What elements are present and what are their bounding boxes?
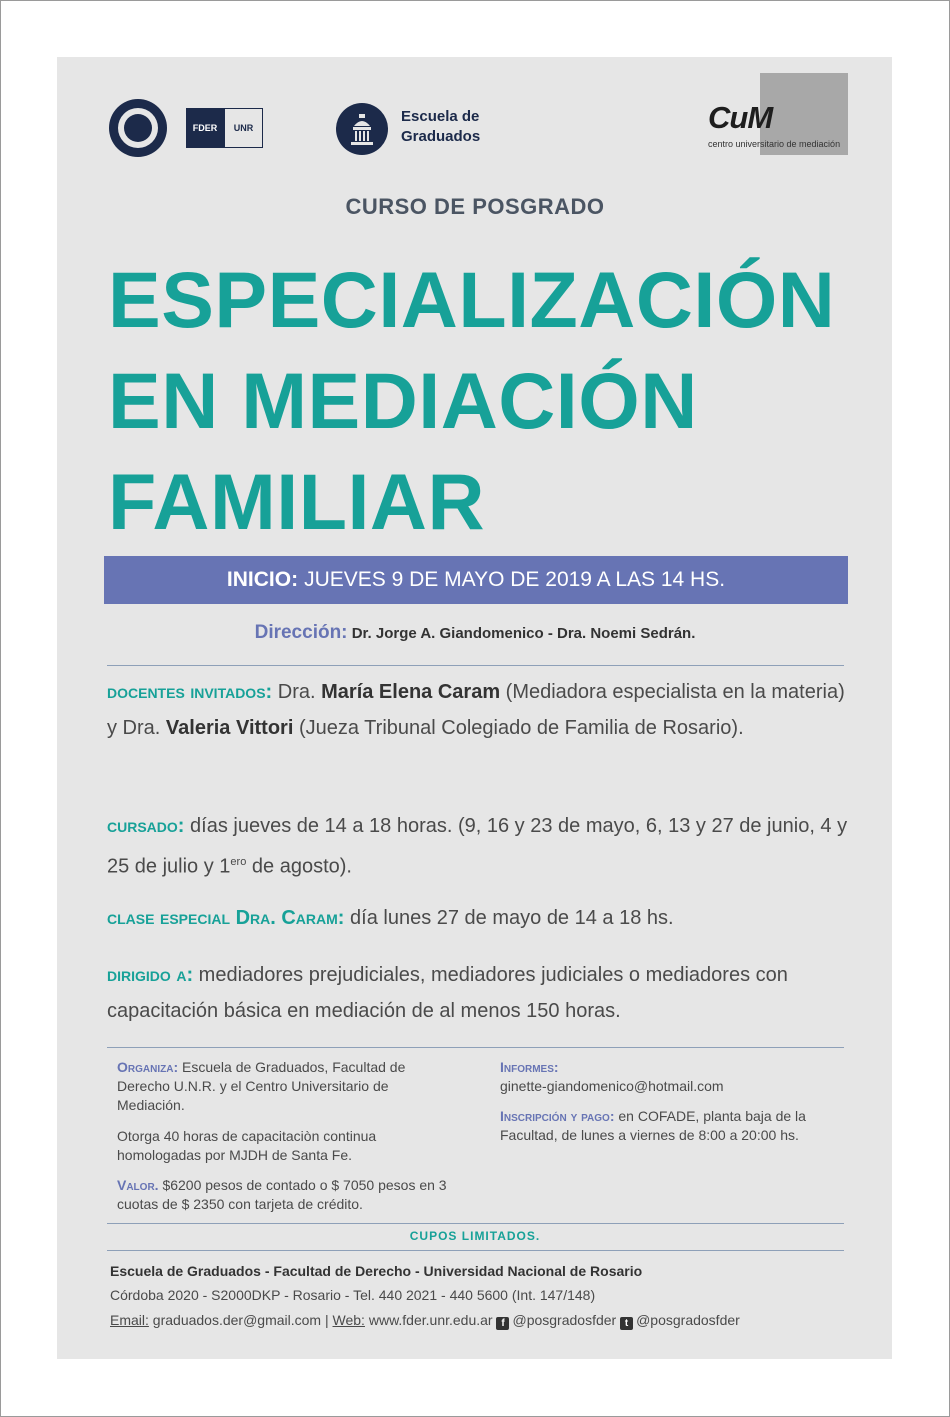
docentes-label: docentes invitados: <box>107 681 273 703</box>
organiza-block <box>117 1058 447 1115</box>
organiza-label: Organiza: <box>117 1059 179 1075</box>
direccion-label: Dirección: <box>254 622 348 643</box>
inicio-text: JUEVES 9 DE MAYO DE 2019 A LAS 14 HS. <box>304 568 726 591</box>
docente-name-1: María Elena Caram <box>321 681 501 703</box>
valor-block <box>117 1176 462 1214</box>
dirigido-text: mediadores prejudiciales, mediadores judiciales o mediadores con capacitación básica en mediación de al menos 150 horas. <box>107 964 788 1022</box>
footer-address: Córdoba 2020 - S2000DKP - Rosario - Tel. 440 2021 - 440 5600 (Int. 147/148) <box>110 1287 596 1303</box>
cursado-text: días jueves de 14 a 18 horas. (9, 16 y 23 de mayo, 6, 13 y 27 de junio, 4 y 25 de julio y 1 <box>107 815 848 878</box>
clase-label: clase especial Dra. Caram: <box>107 907 345 929</box>
cursado-sup: ero <box>230 856 247 868</box>
footer-email[interactable]: graduados.der@gmail.com <box>152 1312 322 1328</box>
start-date-banner <box>104 556 848 604</box>
footer-facebook[interactable]: @posgradosfder <box>512 1312 617 1328</box>
clase-text: día lunes 27 de mayo de 14 a 18 hs. <box>350 907 674 929</box>
cum-logo: CuM <box>708 100 773 135</box>
course-title <box>108 249 835 552</box>
inscripcion-text: en COFADE, planta baja de la Facultad, de lunes a viernes de 8:00 a 20:00 hs. <box>500 1108 806 1143</box>
docentes-text-3: (Jueza Tribunal Colegiado de Familia de Rosario). <box>298 717 744 739</box>
fder-logo-text: FDER <box>186 108 224 148</box>
inscripcion-block <box>500 1107 820 1145</box>
facebook-icon: f <box>496 1317 509 1330</box>
title-line-2: EN MEDIACIÓN <box>108 356 698 445</box>
footer-twitter[interactable]: @posgradosfder <box>636 1312 740 1328</box>
organiza-text: Escuela de Graduados, Facultad de Derecho U.N.R. y el Centro Universitario de Mediación. <box>117 1059 406 1113</box>
footer-web[interactable]: www.fder.unr.edu.ar <box>368 1312 493 1328</box>
footer-contact <box>110 1312 740 1330</box>
docentes-paragraph <box>107 674 852 746</box>
dirigido-label: dirigido a: <box>107 964 194 986</box>
docente-name-2: Valeria Vittori <box>165 717 294 739</box>
clase-paragraph <box>107 900 852 936</box>
divider <box>107 1250 844 1251</box>
cursado-tail: de agosto). <box>251 855 352 878</box>
informes-label: Informes: <box>500 1059 559 1075</box>
escuela-line2: Graduados <box>401 128 481 145</box>
inicio-label: INICIO: <box>226 568 299 591</box>
inscripcion-label: Inscripción y pago: <box>500 1108 615 1124</box>
separator: | <box>324 1312 329 1328</box>
unr-logo-text: UNR <box>224 108 263 148</box>
title-line-1: ESPECIALIZACIÓN <box>108 255 836 344</box>
otorga-block: Otorga 40 horas de capacitaciòn continua homologadas por MJDH de Santa Fe. <box>117 1128 377 1163</box>
informes-block <box>500 1058 820 1096</box>
twitter-icon: t <box>620 1317 633 1330</box>
divider <box>107 1047 844 1048</box>
informes-email: ginette-giandomenico@hotmail.com <box>500 1078 724 1094</box>
dirigido-paragraph <box>107 957 852 1029</box>
cursado-label: cursado: <box>107 815 185 837</box>
escuela-graduados-logo-text <box>401 107 480 147</box>
direction-line <box>0 622 950 644</box>
escuela-graduados-building-icon <box>336 103 388 155</box>
divider <box>107 1223 844 1224</box>
cum-logo-subtitle: centro universitario de mediación <box>708 139 841 149</box>
docentes-text-1: Dra. <box>277 681 316 703</box>
escuela-line1: Escuela de <box>401 108 480 125</box>
valor-label: Valor. <box>117 1177 159 1193</box>
cursado-paragraph <box>107 808 852 885</box>
fder-unr-logo <box>186 108 263 148</box>
docentes-text-2: (Mediadora especialista en la materia) y Dra. <box>107 681 845 739</box>
direccion-text: Dr. Jorge A. Giandomenico - Dra. Noemi Sedrán. <box>351 625 696 642</box>
footer-institution: Escuela de Graduados - Facultad de Derecho - Universidad Nacional de Rosario <box>110 1263 643 1279</box>
valor-text: $6200 pesos de contado o $ 7050 pesos en 3 cuotas de $ 2350 con tarjeta de crédito. <box>117 1177 447 1212</box>
divider <box>107 665 844 666</box>
seal-emblem-icon <box>124 114 152 142</box>
email-label: Email: <box>110 1312 149 1328</box>
title-line-3: FAMILIAR <box>108 457 486 546</box>
web-label: Web: <box>332 1312 365 1328</box>
course-kicker: CURSO DE POSGRADO <box>345 194 605 219</box>
cupos-limitados: CUPOS LIMITADOS. <box>409 1229 541 1243</box>
